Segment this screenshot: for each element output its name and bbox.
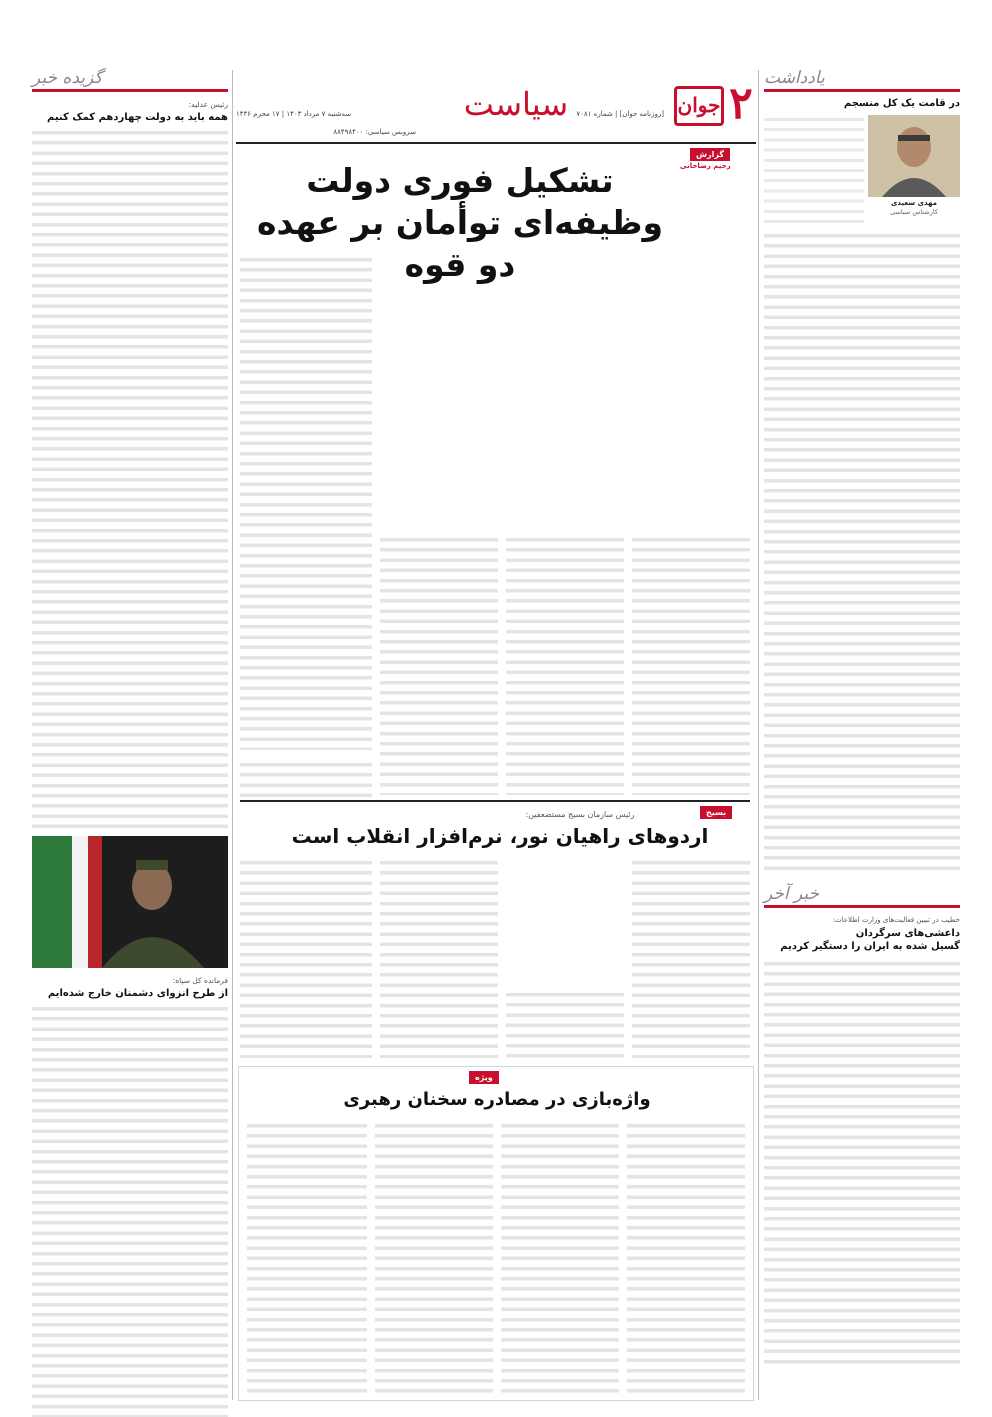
opinion-body xyxy=(764,231,960,876)
basij-tag: بسیج xyxy=(700,806,732,819)
basij-headline: اردوهای راهیان نور، نرم‌افزار انقلاب است xyxy=(291,824,709,848)
left-divider xyxy=(232,70,233,1400)
basij-col-1 xyxy=(632,858,750,1058)
right-divider xyxy=(758,70,759,1400)
author-photo xyxy=(868,115,960,197)
report-author: رحیم رضاخانی xyxy=(680,162,731,170)
special-col-1 xyxy=(627,1121,745,1393)
item2-headline: از طرح انزوای دشمنان خارج شده‌ایم xyxy=(47,988,228,999)
page-number: ۲ xyxy=(729,78,753,129)
main-title-line1: تشکیل فوری دولت xyxy=(306,161,614,200)
left-section-label: گزیده خبر xyxy=(32,68,103,88)
special-headline: واژه‌بازی در مصادره سخنان رهبری xyxy=(343,1089,651,1110)
basij-col-2 xyxy=(506,990,624,1058)
right-column xyxy=(764,70,960,1400)
item1-kicker: رئیس عدلیه: xyxy=(188,100,228,109)
item1-body xyxy=(32,128,228,828)
opinion-headline: در قامت یک کل منسجم xyxy=(843,98,960,109)
left-section-head xyxy=(32,70,228,92)
bottom-kicker: خطیب در تبیین فعالیت‌های وزارت اطلاعات: xyxy=(832,916,960,924)
right-bottom-head xyxy=(764,886,960,908)
special-col-4 xyxy=(247,1121,367,1393)
main-col-4 xyxy=(632,535,750,795)
right-bottom-label: خبر آخر xyxy=(764,884,820,904)
bottom-body xyxy=(764,959,960,1364)
right-section-label: یادداشت xyxy=(764,68,825,88)
opinion-text-top xyxy=(764,115,864,225)
masthead-logo: جوان xyxy=(674,86,724,126)
section-name: سیاست xyxy=(463,85,569,123)
bottom-headline: داعشی‌های سرگردان گسیل شده به ایران را دستگیر کردیم xyxy=(780,928,960,952)
right-section-head xyxy=(764,70,960,92)
main-col-2 xyxy=(380,535,498,795)
main-title-line2: وظیفه‌ای توأمان بر عهده دو قوه xyxy=(256,203,664,284)
special-col-3 xyxy=(375,1121,493,1393)
report-tag: گزارش xyxy=(690,148,730,161)
issue-line: [روزنامه جوان] | شماره ۷۰۸۱ xyxy=(576,110,664,118)
special-col-2 xyxy=(501,1121,619,1393)
item2-body xyxy=(32,1004,228,1417)
main-col-left xyxy=(240,760,372,800)
masthead xyxy=(236,78,756,148)
editor-line: سرویس سیاسی: ۸۸۴۹۸۴۰۰ xyxy=(333,128,416,136)
basij-kicker: رئیس سازمان بسیج مستضعفین: xyxy=(525,810,635,819)
special-tag: ویژه xyxy=(469,1071,499,1084)
special-box xyxy=(238,1066,754,1401)
date-line: سه‌شنبه ۷ مرداد ۱۴۰۳ | ۱۷ محرم ۱۴۴۶ xyxy=(236,110,352,118)
author-role: کارشناس سیاسی xyxy=(890,208,938,216)
left-column xyxy=(32,70,228,1400)
main-bottom-rule xyxy=(240,800,750,802)
item1-headline: همه باید به دولت چهاردهم کمک کنیم xyxy=(47,112,228,123)
author-name: مهدی سعیدی xyxy=(890,199,937,207)
main-col-3 xyxy=(506,535,624,795)
basij-col-4 xyxy=(240,858,372,1058)
masthead-rule xyxy=(236,142,756,144)
item2-kicker: فرمانده کل سپاه: xyxy=(172,976,228,985)
basij-col-3 xyxy=(380,858,498,1058)
commander-photo xyxy=(32,836,228,968)
main-col-1 xyxy=(240,255,372,750)
